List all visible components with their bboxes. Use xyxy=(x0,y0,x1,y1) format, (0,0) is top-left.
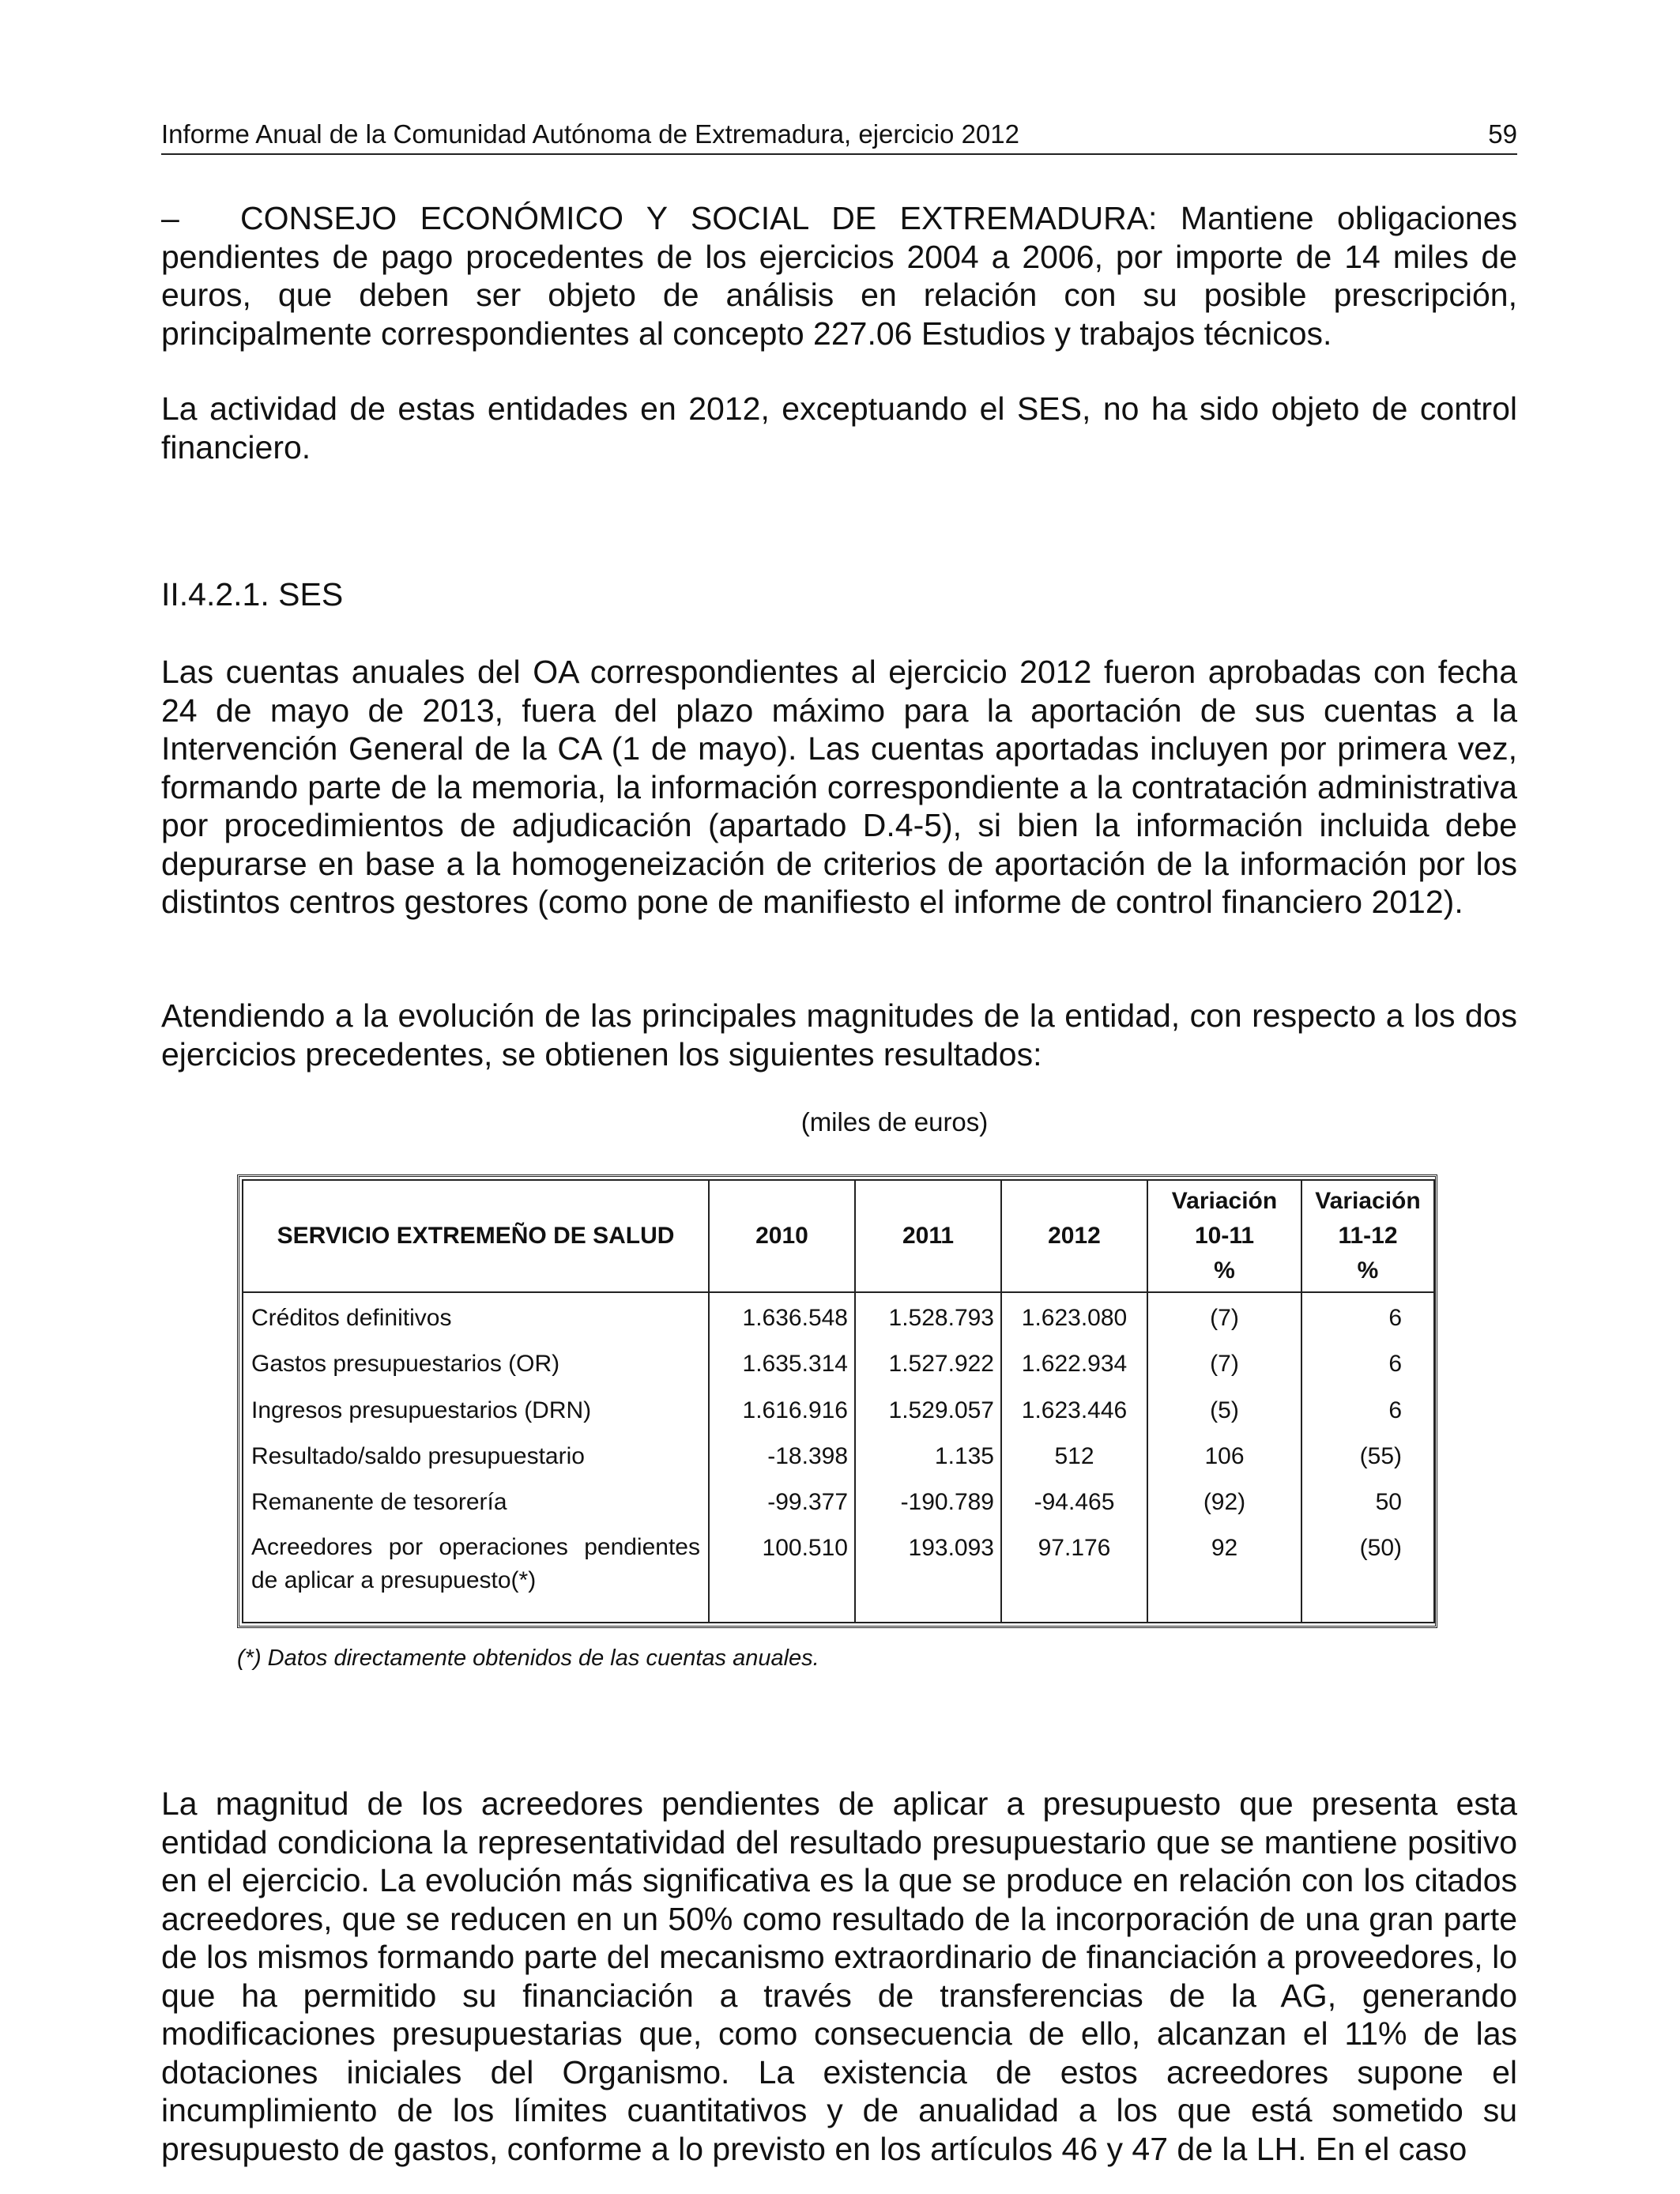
cell-2012: 1.622.934 xyxy=(1001,1342,1147,1388)
table-footnote: (*) Datos directamente obtenidos de las cuentas anuales. xyxy=(237,1646,819,1671)
header-2010: 2010 xyxy=(709,1180,855,1292)
cell-concept: Ingresos presupuestarios (DRN) xyxy=(243,1389,709,1434)
header-var2-line1: Variación xyxy=(1315,1188,1421,1214)
cell-var2: (55) xyxy=(1301,1434,1434,1480)
cell-2010: 1.635.314 xyxy=(709,1342,855,1388)
paragraph-consejo-text: CONSEJO ECONÓMICO Y SOCIAL DE EXTREMADURA: Mantiene obligaciones pendientes de pago procedentes de los ejercicios 2004 a 2006, por importe de 14 miles de euros, que deben ser objeto de análisis en relación con su posible prescripción, principalmente correspondientes al concepto 227.06 Estudios y trabajos técnicos. xyxy=(161,200,1517,352)
table-row xyxy=(243,1292,1434,1342)
cell-2011: 193.093 xyxy=(855,1526,1001,1623)
table-row xyxy=(243,1389,1434,1434)
cell-concept: Remanente de tesorería xyxy=(243,1480,709,1526)
cell-var2: (50) xyxy=(1301,1526,1434,1623)
cell-2011: 1.529.057 xyxy=(855,1389,1001,1434)
header-variacion-10-11 xyxy=(1147,1180,1301,1292)
cell-2012: -94.465 xyxy=(1001,1480,1147,1526)
document-page xyxy=(161,0,1517,2194)
magnitudes-table xyxy=(237,1174,1437,1628)
cell-2011: 1.528.793 xyxy=(855,1292,1001,1342)
cell-concept: Créditos definitivos xyxy=(243,1292,709,1342)
header-var2-line3: % xyxy=(1357,1257,1379,1284)
header-2011: 2011 xyxy=(855,1180,1001,1292)
cell-var1: (5) xyxy=(1147,1389,1301,1434)
cell-concept: Gastos presupuestarios (OR) xyxy=(243,1342,709,1388)
paragraph-cuentas: Las cuentas anuales del OA correspondientes al ejercicio 2012 fueron aprobadas con fecha 24 de mayo de 2013, fuera del plazo máximo para la aportación de sus cuentas a la Intervención General de la CA (1 de mayo). Las cuentas aportadas incluyen por primera vez, formando parte de la memoria, la información correspondiente a la contratación administrativa por procedimientos de adjudicación (apartado D.4-5), si bien la información incluida debe depurarse en base a la homogeneización de criterios de aportación de la información por los distintos centros gestores (como pone de manifiesto el informe de control financiero 2012). xyxy=(161,654,1517,920)
header-var1-line3: % xyxy=(1214,1257,1235,1284)
cell-var2: 50 xyxy=(1301,1480,1434,1526)
cell-2012: 1.623.080 xyxy=(1001,1292,1147,1342)
page-header xyxy=(161,119,1517,155)
cell-var2: 6 xyxy=(1301,1292,1434,1342)
header-concept: SERVICIO EXTREMEÑO DE SALUD xyxy=(243,1180,709,1292)
cell-2011: 1.527.922 xyxy=(855,1342,1001,1388)
cell-2010: 100.510 xyxy=(709,1526,855,1623)
cell-2010: 1.616.916 xyxy=(709,1389,855,1434)
paragraph-magnitud: La magnitud de los acreedores pendientes de aplicar a presupuesto que presenta esta entidad condiciona la representatividad del resultado presupuestario que se mantiene positivo en el ejercicio. La evolución más significativa es la que se produce en relación con los citados acreedores, que se reducen en un 50% como resultado de la incorporación de una gran parte de los mismos formando parte del mecanismo extraordinario de financiación a proveedores, lo que ha permitido su financiación a través de transferencias de la AG, generando modificaciones presupuestarias que, como consecuencia de ello, alcanzan el 11% de las dotaciones iniciales del Organismo. La existencia de estos acreedores supone el incumplimiento de los límites cuantitativos y de anualidad a los que está sometido su presupuesto de gastos, conforme a lo previsto en los artículos 46 y 47 de la LH. En el caso xyxy=(161,1785,1517,2167)
cell-concept: Acreedores por operaciones pendientes de aplicar a presupuesto(*) xyxy=(243,1526,709,1623)
cell-var1: (7) xyxy=(1147,1292,1301,1342)
table-units: (miles de euros) xyxy=(800,1107,989,1137)
cell-2010: -18.398 xyxy=(709,1434,855,1480)
cell-var2: 6 xyxy=(1301,1342,1434,1388)
header-title: Informe Anual de la Comunidad Autónoma de Extremadura, ejercicio 2012 xyxy=(161,119,1019,149)
header-variacion-11-12 xyxy=(1301,1180,1434,1292)
header-2012: 2012 xyxy=(1001,1180,1147,1292)
paragraph-consejo xyxy=(161,199,1517,352)
table-row xyxy=(243,1434,1434,1480)
cell-2010: -99.377 xyxy=(709,1480,855,1526)
cell-2012: 97.176 xyxy=(1001,1526,1147,1623)
table-row xyxy=(243,1526,1434,1623)
cell-2012: 1.623.446 xyxy=(1001,1389,1147,1434)
cell-2010: 1.636.548 xyxy=(709,1292,855,1342)
bullet-dash: – xyxy=(161,200,179,236)
paragraph-evolucion: Atendiendo a la evolución de las principales magnitudes de la entidad, con respecto a los dos ejercicios precedentes, se obtienen los siguientes resultados: xyxy=(161,997,1517,1072)
table-header-row xyxy=(243,1180,1434,1292)
section-heading: II.4.2.1. SES xyxy=(161,576,344,613)
table-row xyxy=(243,1342,1434,1388)
cell-2011: -190.789 xyxy=(855,1480,1001,1526)
paragraph-activity: La actividad de estas entidades en 2012, exceptuando el SES, no ha sido objeto de control financiero. xyxy=(161,390,1517,466)
cell-var1: 106 xyxy=(1147,1434,1301,1480)
header-var2-line2: 11-12 xyxy=(1338,1223,1398,1249)
cell-concept: Resultado/saldo presupuestario xyxy=(243,1434,709,1480)
header-var1-line1: Variación xyxy=(1171,1188,1278,1214)
cell-2011: 1.135 xyxy=(855,1434,1001,1480)
magnitudes-table-grid xyxy=(242,1179,1435,1623)
cell-2012: 512 xyxy=(1001,1434,1147,1480)
cell-var1: (92) xyxy=(1147,1480,1301,1526)
cell-var1: 92 xyxy=(1147,1526,1301,1623)
table-row xyxy=(243,1480,1434,1526)
cell-var2: 6 xyxy=(1301,1389,1434,1434)
header-var1-line2: 10-11 xyxy=(1194,1223,1255,1249)
page-number: 59 xyxy=(1488,119,1517,149)
cell-var1: (7) xyxy=(1147,1342,1301,1388)
